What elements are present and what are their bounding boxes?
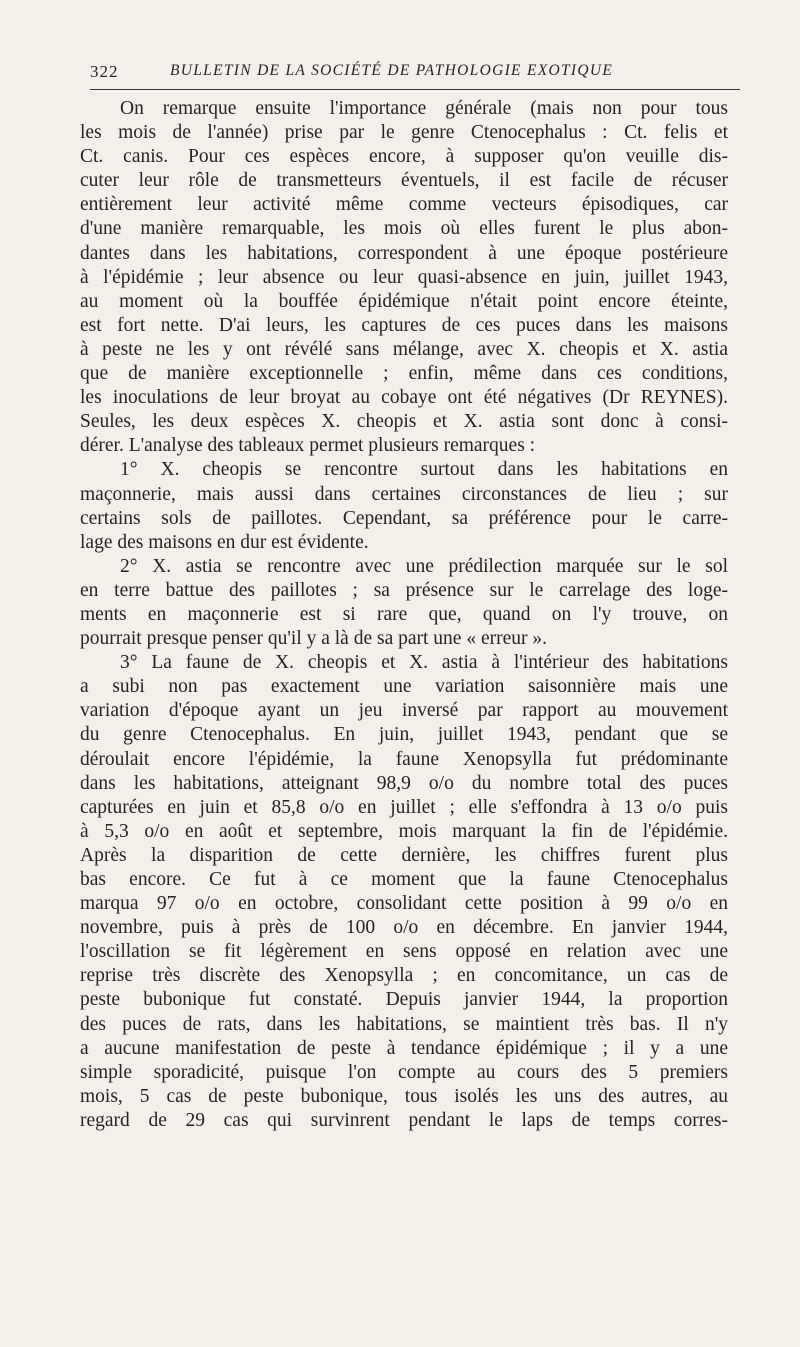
text-line-content: certains sols de paillotes. Cependant, sa préférence pour le carre- — [80, 507, 728, 529]
text-line-content: Ct. canis. Pour ces espèces encore, à supposer qu'on veuille dis- — [80, 146, 728, 168]
text-line — [80, 796, 728, 820]
text-line-content: capturées en juin et 85,8 o/o en juillet ; elle s'effondra à 13 o/o puis — [80, 796, 728, 818]
text-line — [80, 555, 728, 579]
text-line-content: à peste ne les y ont révélé sans mélange, avec X. cheopis et X. astia — [80, 338, 728, 360]
text-line-content: simple sporadicité, puisque l'on compte au cours des 5 premiers — [80, 1061, 728, 1083]
text-line — [80, 723, 728, 747]
text-line-content: cuter leur rôle de transmetteurs éventuels, il est facile de récuser — [80, 170, 728, 192]
text-line — [80, 97, 728, 121]
text-line-content: pourrait presque penser qu'il y a là de sa part une « erreur ». — [80, 628, 548, 650]
text-line-content: On remarque ensuite l'importance générale (mais non pour tous — [120, 98, 728, 119]
text-line — [80, 772, 728, 796]
text-line — [80, 748, 728, 772]
text-line-content: est fort nette. D'ai leurs, les captures de ces puces dans les maisons — [80, 314, 728, 336]
text-line-content: Seules, les deux espèces X. cheopis et X. astia sont donc à consi- — [80, 411, 728, 433]
text-line — [80, 386, 728, 410]
text-line — [80, 507, 728, 531]
text-line-content: dantes dans les habitations, correspondent à une époque postérieure — [80, 242, 728, 264]
text-line — [80, 458, 728, 482]
text-line-content: entièrement leur activité même comme vecteurs épisodiques, car — [80, 194, 728, 216]
text-line — [80, 940, 728, 964]
text-line-content: des puces de rats, dans les habitations, se maintient très bas. Il n'y — [80, 1013, 728, 1035]
text-line — [80, 362, 728, 386]
text-line-content: à 5,3 o/o en août et septembre, mois marquant la fin de l'épidémie. — [80, 820, 728, 842]
text-line-content: à l'épidémie ; leur absence ou leur quasi-absence en juin, juillet 1943, — [80, 266, 728, 288]
text-line — [80, 603, 728, 627]
text-line — [80, 1109, 728, 1133]
text-line-content: novembre, puis à près de 100 o/o en décembre. En janvier 1944, — [80, 917, 728, 939]
text-line-content: regard de 29 cas qui survinrent pendant le laps de temps corres- — [80, 1109, 728, 1131]
text-line-content: ments en maçonnerie est si rare que, quand on l'y trouve, on — [80, 603, 728, 625]
text-line-content: les mois de l'année) prise par le genre Ctenocephalus : Ct. felis et — [80, 122, 728, 144]
text-line — [80, 1037, 728, 1061]
text-line-content: 3° La faune de X. cheopis et X. astia à l'intérieur des habitations — [120, 652, 728, 674]
text-line-content: Après la disparition de cette dernière, les chiffres furent plus — [80, 844, 728, 866]
text-line-content: en terre battue des paillotes ; sa présence sur le carrelage des loge- — [80, 579, 728, 601]
text-line — [80, 434, 728, 458]
text-line-content: bas encore. Ce fut à ce moment que la faune Ctenocephalus — [80, 869, 728, 890]
text-line-content: marqua 97 o/o en octobre, consolidant cette position à 99 o/o en — [80, 893, 728, 915]
text-line-content: peste bubonique fut constaté. Depuis janvier 1944, la proportion — [80, 989, 728, 1011]
text-line — [80, 675, 728, 699]
text-line — [80, 121, 728, 145]
text-line — [80, 314, 728, 338]
text-line — [80, 844, 728, 868]
text-line — [80, 242, 728, 266]
text-line-content: les inoculations de leur broyat au cobaye ont été négatives (Dr REYNES). — [80, 387, 728, 409]
body-text — [80, 97, 728, 1133]
text-line-content: l'oscillation se fit légèrement en sens opposé en relation avec une — [80, 941, 728, 963]
text-line — [80, 266, 728, 290]
text-line — [80, 410, 728, 434]
text-line — [80, 699, 728, 723]
header-rule — [90, 89, 740, 90]
text-line — [80, 531, 728, 555]
page-header — [90, 62, 740, 86]
text-line-content: du genre Ctenocephalus. En juin, juillet 1943, pendant que se — [80, 724, 728, 746]
text-line-content: dérer. L'analyse des tableaux permet plusieurs remarques : — [80, 435, 536, 457]
text-line-content: d'une manière remarquable, les mois où elles furent le plus abon- — [80, 218, 728, 240]
text-line — [80, 1085, 728, 1109]
text-line — [80, 820, 728, 844]
text-line — [80, 193, 728, 217]
text-line-content: déroulait encore l'épidémie, la faune Xenopsylla fut prédominante — [80, 748, 728, 770]
text-line-content: 2° X. astia se rencontre avec une prédilection marquée sur le sol — [120, 555, 728, 577]
text-line — [80, 483, 728, 507]
text-line-content: a aucune manifestation de peste à tendance épidémique ; il y a une — [80, 1037, 728, 1059]
text-line-content: lage des maisons en dur est évidente. — [80, 531, 369, 553]
text-line-content: mois, 5 cas de peste bubonique, tous isolés les uns des autres, au — [80, 1085, 728, 1107]
text-line — [80, 145, 728, 169]
text-line — [80, 627, 728, 651]
text-line — [80, 916, 728, 940]
text-line — [80, 338, 728, 362]
text-line — [80, 579, 728, 603]
text-line — [80, 964, 728, 988]
text-line-content: dans les habitations, atteignant 98,9 o/o du nombre total des puces — [80, 772, 728, 794]
text-line — [80, 1061, 728, 1085]
text-line — [80, 651, 728, 675]
text-line — [80, 1013, 728, 1037]
text-line-content: maçonnerie, mais aussi dans certaines circonstances de lieu ; sur — [80, 483, 728, 505]
text-line — [80, 892, 728, 916]
text-line-content: que de manière exceptionnelle ; enfin, même dans ces conditions, — [80, 363, 728, 385]
text-line-content: au moment où la bouffée épidémique n'était point encore éteinte, — [80, 290, 728, 312]
text-line — [80, 217, 728, 241]
text-line — [80, 169, 728, 193]
running-title: BULLETIN DE LA SOCIÉTÉ DE PATHOLOGIE EXOTIQUE — [170, 62, 614, 79]
text-line-content: a subi non pas exactement une variation saisonnière mais une — [80, 676, 728, 698]
text-line — [80, 868, 728, 892]
text-line-content: reprise très discrète des Xenopsylla ; en concomitance, un cas de — [80, 965, 728, 987]
text-line-content: variation d'époque ayant un jeu inversé par rapport au mouvement — [80, 700, 728, 722]
page-number: 322 — [90, 62, 119, 81]
text-line — [80, 290, 728, 314]
text-line — [80, 988, 728, 1012]
text-line-content: 1° X. cheopis se rencontre surtout dans les habitations en — [120, 459, 728, 481]
